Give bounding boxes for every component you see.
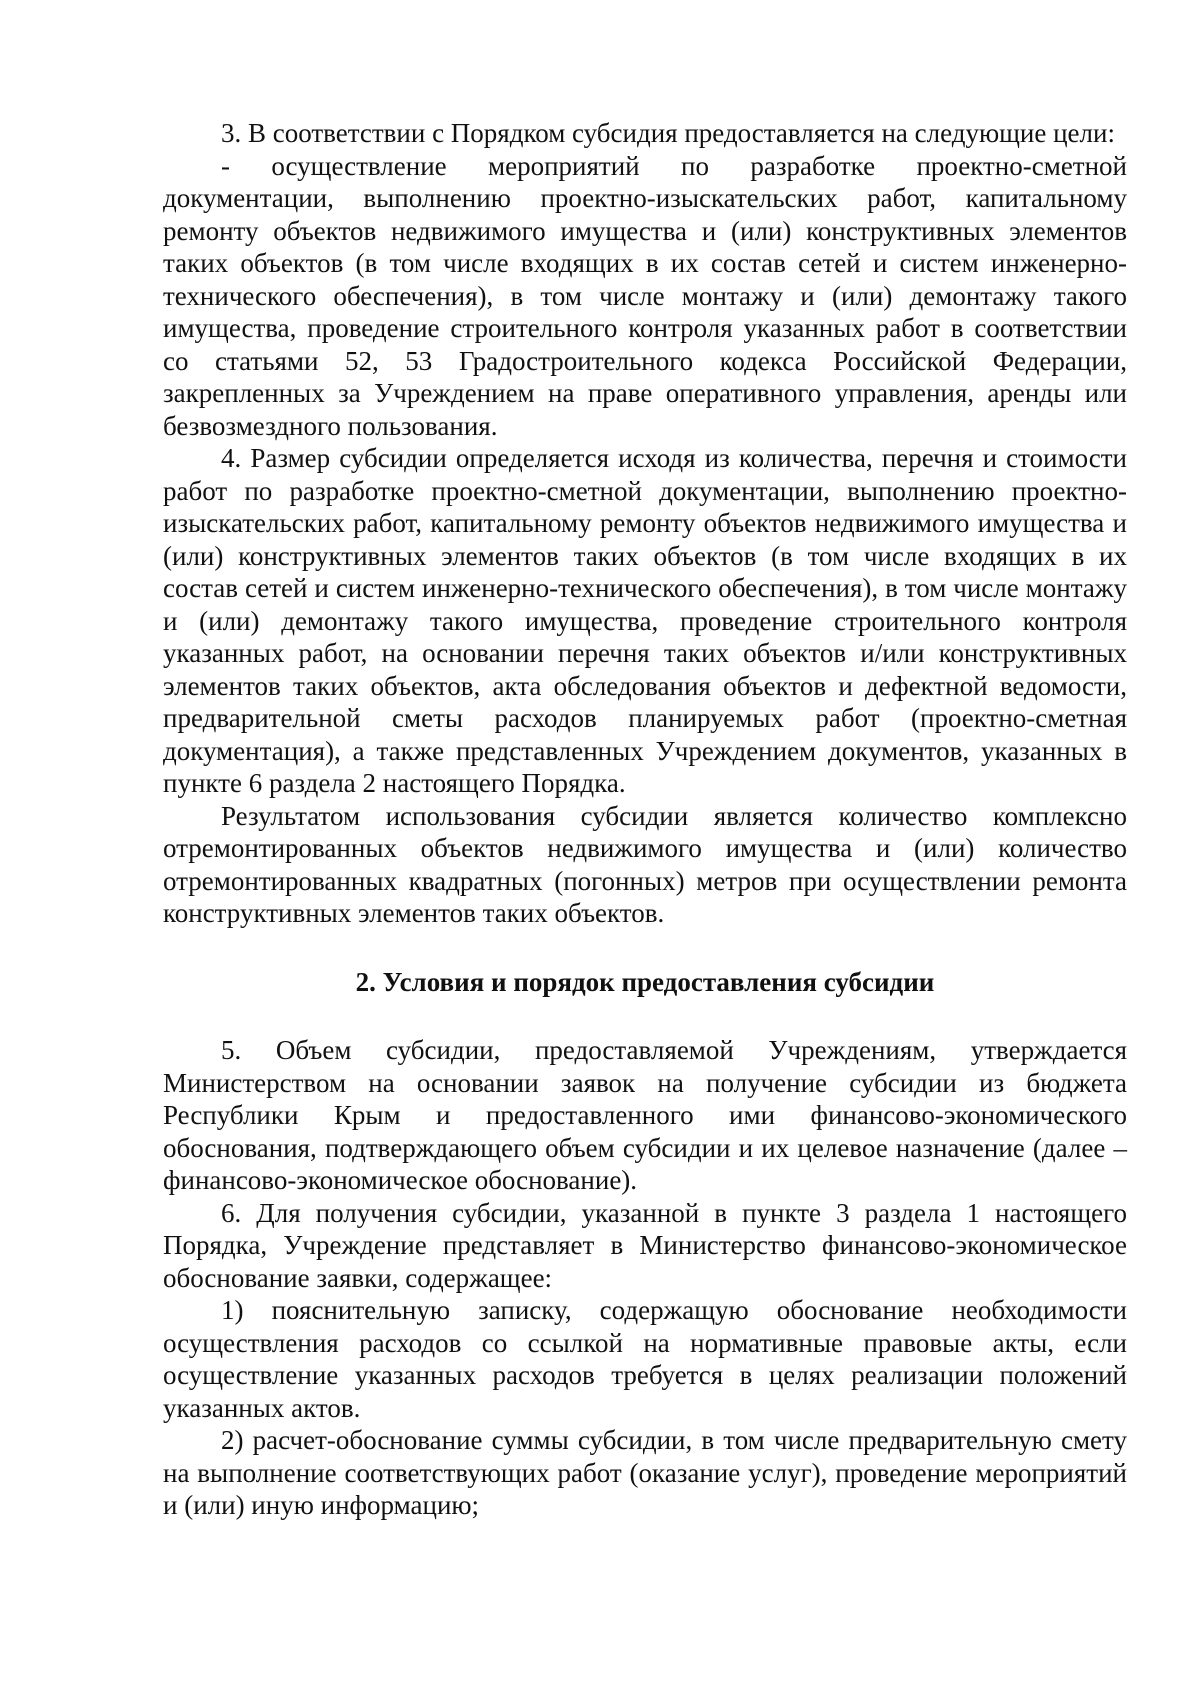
paragraph-6-item-2: 2) расчет-обоснование суммы субсидии, в том числе предварительную смету на выполнение соответствующих работ (оказание услуг), проведение мероприятий и (или) иную информацию; — [163, 1425, 1127, 1520]
paragraph-5: 5. Объем субсидии, предоставляемой Учреждениям, утверждается Министерством на основании заявок на получение субсидии из бюджета Республики Крым и предоставленного ими финансово-экономического обоснования, подтверждающего объем субсидии и их целевое назначение (далее – финансово-экономическое обоснование). — [163, 1035, 1127, 1195]
paragraph-6: 6. Для получения субсидии, указанной в пункте 3 раздела 1 настоящего Порядка, Учреждение представляет в Министерство финансово-экономическое обоснование заявки, содержащее: — [163, 1197, 1127, 1293]
paragraph-4: 4. Размер субсидии определяется исходя из количества, перечня и стоимости работ по разработке проектно-сметной документации, выполнению проектно-изыскательских работ, капитальному ремонту объектов недвижимого имущества и (или) конструктивных элементов таких объектов (в том числе входящих в их состав сетей и систем инженерно-технического обеспечения), в том числе монтажу и (или) демонтажу такого имущества, проведение строительного контроля указанных работ, на основании перечня таких объектов и/или конструктивных элементов таких объектов, акта обследования объектов и дефектной ведомости, предварительной сметы расходов планируемых работ (проектно-сметная документация), а также представленных Учреждением документов, указанных в пункте 6 раздела 2 настоящего Порядка. — [163, 443, 1127, 798]
document-body — [163, 117, 1127, 1522]
paragraph-3: 3. В соответствии с Порядком субсидия предоставляется на следующие цели: — [221, 118, 1115, 148]
section-2-title: 2. Условия и порядок предоставления субсидии — [355, 966, 935, 997]
paragraph-3-item: - осуществление мероприятий по разработке проектно-сметной документации, выполнению проектно-изыскательских работ, капитальному ремонту объектов недвижимого имущества и (или) конструктивных элементов таких объектов (в том числе входящих в их состав сетей и систем инженерно-технического обеспечения), в том числе монтажу и (или) демонтажу такого имущества, проведение строительного контроля указанных работ в соответствии со статьями 52, 53 Градостроительного кодекса Российской Федерации, закрепленных за Учреждением на праве оперативного управления, аренды или безвозмездного пользования. — [163, 150, 1127, 441]
paragraph-result: Результатом использования субсидии является количество комплексно отремонтированных объектов недвижимого имущества и (или) количество отремонтированных квадратных (погонных) метров при осуществлении ремонта конструктивных элементов таких объектов. — [163, 800, 1127, 928]
paragraph-6-item-1: 1) пояснительную записку, содержащую обоснование необходимости осуществления расходов со ссылкой на нормативные правовые акты, если осуществление указанных расходов требуется в целях реализации положений указанных актов. — [163, 1295, 1127, 1423]
